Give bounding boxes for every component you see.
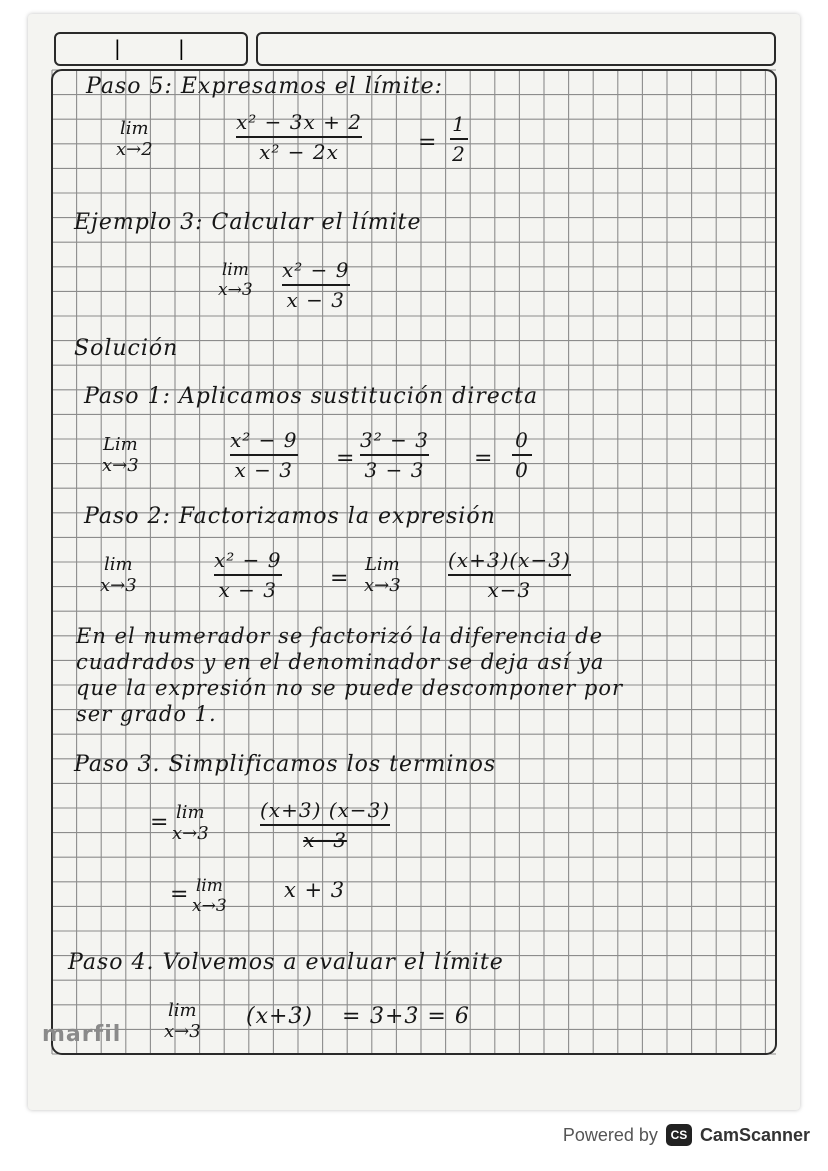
camscanner-logo-icon: CS [666,1124,692,1146]
paso4-expression: (x+3) [246,1004,314,1029]
numerator: x² − 9 [214,548,282,572]
paso2-limit [100,554,137,596]
denominator: x² − 2x [259,140,339,164]
ejemplo3-title: Ejemplo 3: Calcular el límite [74,210,422,235]
explanation-line-1: En el numerador se factorizó la diferencia de [76,624,604,648]
denominator: x − 3 [286,288,345,312]
equals-sign: = [150,810,170,835]
denominator: 2 [452,142,466,166]
explanation-line-2: cuadrados y en el denominador se deja así ya [76,650,605,674]
limit-bottom: x→3 [100,575,137,596]
paso1-substitution [360,428,429,482]
limit-top: lim [195,876,223,896]
limit-top: lim [176,802,205,823]
denominator: 3 − 3 [364,458,425,482]
equals-sign: = [336,446,356,471]
equals-sign: = [330,566,350,591]
limit-bottom: x→2 [116,139,153,160]
paso1-fraction [230,428,298,482]
camscanner-name: CamScanner [699,1124,810,1145]
limit-top: lim [104,554,133,575]
explanation-line-3: que la expresión no se puede descomponer por [76,676,624,700]
limit-bottom: x→3 [172,823,209,844]
ejemplo3-fraction [282,258,350,312]
limit-bottom: x→3 [102,455,139,476]
solucion-heading: Solución [74,336,179,361]
graph-paper-grid [28,14,800,1110]
paso5-fraction [236,110,362,164]
paso2-fraction [214,548,282,602]
ejemplo3-limit [218,260,253,300]
paso3-simplified: x + 3 [284,878,346,902]
paso4-result: 3+3 = 6 [370,1004,470,1029]
paso1-limit [102,434,139,476]
limit-top: lim [120,118,149,139]
limit-top: lim [221,260,249,280]
numerator: x² − 9 [230,428,298,452]
paso5-limit [116,118,153,160]
header-box-left: | | [54,32,248,66]
explanation-line-4: ser grado 1. [76,702,217,726]
limit-bottom: x→3 [364,575,401,596]
paso3-limit [172,802,209,844]
limit-top: Lim [102,434,138,455]
denominator: x−3 [303,828,347,852]
denominator: x − 3 [234,458,293,482]
paso2-title: Paso 2: Factorizamos la expresión [84,504,496,529]
denominator: x−3 [487,578,532,602]
limit-bottom: x→3 [218,280,253,300]
powered-by-text: Powered by [562,1124,658,1145]
paso2-limit-2 [364,554,401,596]
paso5-result [450,112,468,166]
numerator: (x+3) (x−3) [260,798,391,822]
numerator: x² − 3x + 2 [236,110,362,134]
limit-bottom: x→3 [164,1021,201,1042]
paso5-title: Paso 5: Expresamos el límite: [86,74,444,99]
paso4-title: Paso 4. Volvemos a evaluar el límite [68,950,504,975]
notebook-page [28,14,800,1110]
numerator: 1 [452,112,466,136]
equals-sign: = [474,446,494,471]
numerator: 3² − 3 [360,428,429,452]
limit-top: lim [168,1000,197,1021]
paso4-limit [164,1000,201,1042]
equals-sign: = [342,1004,362,1029]
camscanner-footer [563,1124,810,1146]
numerator: (x+3)(x−3) [448,548,571,572]
denominator: 0 [515,458,529,482]
marfil-logo: marfil [42,1022,122,1047]
paso3-title: Paso 3. Simplificamos los terminos [74,752,497,777]
header-box-right [256,32,776,66]
paso3-limit-2 [192,876,227,916]
paso2-factored [448,548,571,602]
paso3-fraction [260,798,390,852]
numerator: x² − 9 [282,258,350,282]
limit-bottom: x→3 [192,896,227,916]
limit-top: Lim [364,554,400,575]
equals-sign: = [418,130,438,155]
paso1-result [512,428,532,482]
denominator: x − 3 [218,578,277,602]
numerator: 0 [515,428,529,452]
equals-sign: = [170,882,190,907]
paso1-title: Paso 1: Aplicamos sustitución directa [84,384,539,409]
